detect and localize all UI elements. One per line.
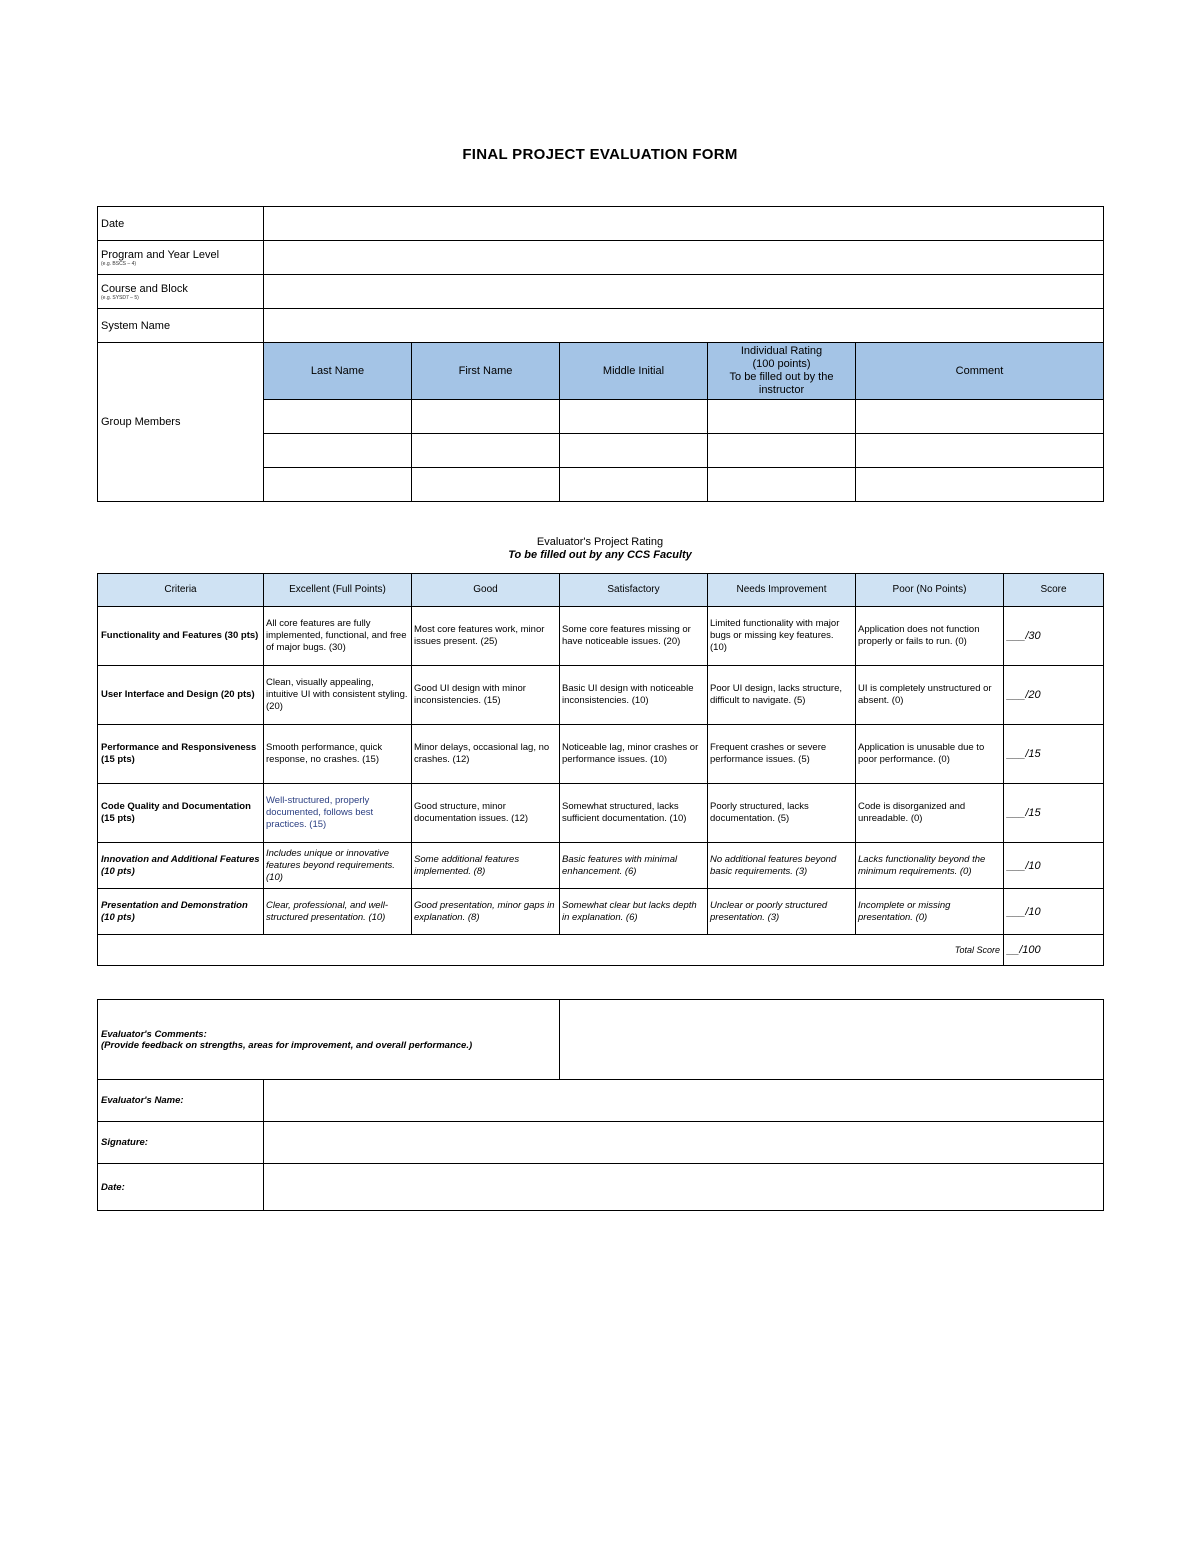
program-field[interactable] [264, 241, 1104, 275]
excellent-cell: Clear, professional, and well-structured presentation. (10) [264, 889, 412, 935]
program-label [98, 241, 264, 275]
rubric-row [98, 889, 1104, 935]
project-info-table [97, 206, 1104, 502]
criteria-header: Criteria [98, 574, 264, 607]
rubric-row [98, 725, 1104, 784]
satisfactory-cell: Basic UI design with noticeable inconsistencies. (10) [560, 666, 708, 725]
good-cell: Minor delays, occasional lag, no crashes. (12) [412, 725, 560, 784]
poor-cell: Incomplete or missing presentation. (0) [856, 889, 1004, 935]
satisfactory-cell: Somewhat clear but lacks depth in explanation. (6) [560, 889, 708, 935]
program-row [98, 241, 1104, 275]
satisfactory-cell: Noticeable lag, minor crashes or performance issues. (10) [560, 725, 708, 784]
poor-cell: Application does not function properly or fails to run. (0) [856, 607, 1004, 666]
evaluator-table [97, 999, 1104, 1211]
evaluator-comments-field[interactable] [560, 1000, 1104, 1080]
middle-initial-cell[interactable] [560, 468, 708, 502]
group-members-label: Group Members [98, 343, 264, 502]
good-cell: Good structure, minor documentation issues. (12) [412, 784, 560, 843]
poor-cell: Code is disorganized and unreadable. (0) [856, 784, 1004, 843]
rubric-row [98, 607, 1104, 666]
system-name-field[interactable] [264, 309, 1104, 343]
excellent-cell: Includes unique or innovative features beyond requirements. (10) [264, 843, 412, 889]
evaluator-name-field[interactable] [264, 1080, 1104, 1122]
member-header-row [98, 343, 1104, 400]
evaluator-date-field[interactable] [264, 1164, 1104, 1211]
criteria-cell: Performance and Responsiveness (15 pts) [98, 725, 264, 784]
program-label-text: Program and Year Level [101, 248, 220, 261]
good-cell: Some additional features implemented. (8) [412, 843, 560, 889]
first-name-header: First Name [412, 343, 560, 400]
needs-improvement-cell: Limited functionality with major bugs or missing key features. (10) [708, 607, 856, 666]
good-cell: Good UI design with minor inconsistencies. (15) [412, 666, 560, 725]
middle-initial-cell[interactable] [560, 434, 708, 468]
satisfactory-cell: Basic features with minimal enhancement. (6) [560, 843, 708, 889]
comments-label-text: Evaluator's Comments: [101, 1028, 207, 1040]
comment-cell[interactable] [856, 468, 1104, 502]
evaluator-comments-label [98, 1000, 560, 1080]
satisfactory-header: Satisfactory [560, 574, 708, 607]
score-cell[interactable]: ___/10 [1004, 843, 1104, 889]
needs-improvement-cell: Poor UI design, lacks structure, difficult to navigate. (5) [708, 666, 856, 725]
course-field[interactable] [264, 275, 1104, 309]
date-field[interactable] [264, 207, 1104, 241]
rubric-row [98, 666, 1104, 725]
total-score-label: Total Score [98, 935, 1004, 966]
individual-rating-cell[interactable] [708, 468, 856, 502]
satisfactory-cell: Some core features missing or have noticeable issues. (20) [560, 607, 708, 666]
individual-rating-cell[interactable] [708, 400, 856, 434]
middle-initial-header: Middle Initial [560, 343, 708, 400]
poor-cell: UI is completely unstructured or absent. (0) [856, 666, 1004, 725]
poor-cell: Application is unusable due to poor performance. (0) [856, 725, 1004, 784]
excellent-cell: Smooth performance, quick response, no crashes. (15) [264, 725, 412, 784]
course-label-text: Course and Block [101, 282, 188, 295]
score-cell[interactable]: ___/20 [1004, 666, 1104, 725]
last-name-cell[interactable] [264, 468, 412, 502]
criteria-cell: User Interface and Design (20 pts) [98, 666, 264, 725]
needs-improvement-cell: No additional features beyond basic requirements. (3) [708, 843, 856, 889]
rubric-row [98, 843, 1104, 889]
comment-cell[interactable] [856, 400, 1104, 434]
program-hint: (e.g. BSCS – 4) [101, 260, 137, 267]
needs-improvement-cell: Unclear or poorly structured presentation. (3) [708, 889, 856, 935]
comments-hint: (Provide feedback on strengths, areas for improvement, and overall performance.) [101, 1039, 473, 1051]
good-cell: Most core features work, minor issues present. (25) [412, 607, 560, 666]
good-header: Good [412, 574, 560, 607]
score-header: Score [1004, 574, 1104, 607]
rating-heading [0, 536, 1200, 562]
first-name-cell[interactable] [412, 434, 560, 468]
score-cell[interactable]: ___/15 [1004, 784, 1104, 843]
course-row [98, 275, 1104, 309]
satisfactory-cell: Somewhat structured, lacks sufficient documentation. (10) [560, 784, 708, 843]
last-name-header: Last Name [264, 343, 412, 400]
system-name-row [98, 309, 1104, 343]
individual-rating-header: Individual Rating (100 points) To be filled out by the instructor [708, 343, 856, 400]
evaluator-name-label: Evaluator's Name: [98, 1080, 264, 1122]
total-score-cell[interactable]: __/100 [1004, 935, 1104, 966]
signature-field[interactable] [264, 1122, 1104, 1164]
individual-rating-cell[interactable] [708, 434, 856, 468]
evaluator-name-row [98, 1080, 1104, 1122]
good-cell: Good presentation, minor gaps in explanation. (8) [412, 889, 560, 935]
system-name-label: System Name [98, 309, 264, 343]
comment-header: Comment [856, 343, 1104, 400]
signature-row [98, 1122, 1104, 1164]
evaluator-comments-row [98, 1000, 1104, 1080]
total-row [98, 935, 1104, 966]
excellent-cell: All core features are fully implemented, functional, and free of major bugs. (30) [264, 607, 412, 666]
date-row [98, 207, 1104, 241]
score-cell[interactable]: ___/30 [1004, 607, 1104, 666]
score-cell[interactable]: ___/10 [1004, 889, 1104, 935]
evaluator-date-row [98, 1164, 1104, 1211]
rating-title: Evaluator's Project Rating [536, 536, 664, 548]
score-cell[interactable]: ___/15 [1004, 725, 1104, 784]
needs-improvement-cell: Poorly structured, lacks documentation. (5) [708, 784, 856, 843]
signature-label: Signature: [98, 1122, 264, 1164]
excellent-cell: Clean, visually appealing, intuitive UI with consistent styling. (20) [264, 666, 412, 725]
comment-cell[interactable] [856, 434, 1104, 468]
criteria-cell: Functionality and Features (30 pts) [98, 607, 264, 666]
evaluator-date-label: Date: [98, 1164, 264, 1211]
middle-initial-cell[interactable] [560, 400, 708, 434]
course-hint: (e.g. SYSD7 – 5) [101, 294, 139, 301]
page-title: FINAL PROJECT EVALUATION FORM [462, 146, 738, 163]
excellent-header: Excellent (Full Points) [264, 574, 412, 607]
last-name-cell[interactable] [264, 434, 412, 468]
rubric-table [97, 573, 1104, 966]
poor-cell: Lacks functionality beyond the minimum requirements. (0) [856, 843, 1004, 889]
rubric-header-row [98, 574, 1104, 607]
rating-subtitle: To be filled out by any CCS Faculty [508, 549, 692, 561]
course-label [98, 275, 264, 309]
excellent-cell: Well-structured, properly documented, follows best practices. (15) [264, 784, 412, 843]
criteria-cell: Code Quality and Documentation (15 pts) [98, 784, 264, 843]
needs-improvement-cell: Frequent crashes or severe performance issues. (5) [708, 725, 856, 784]
criteria-cell: Innovation and Additional Features (10 pts) [98, 843, 264, 889]
first-name-cell[interactable] [412, 468, 560, 502]
date-label: Date [98, 207, 264, 241]
needs-improvement-header: Needs Improvement [708, 574, 856, 607]
rubric-row [98, 784, 1104, 843]
poor-header: Poor (No Points) [856, 574, 1004, 607]
criteria-cell: Presentation and Demonstration (10 pts) [98, 889, 264, 935]
first-name-cell[interactable] [412, 400, 560, 434]
last-name-cell[interactable] [264, 400, 412, 434]
